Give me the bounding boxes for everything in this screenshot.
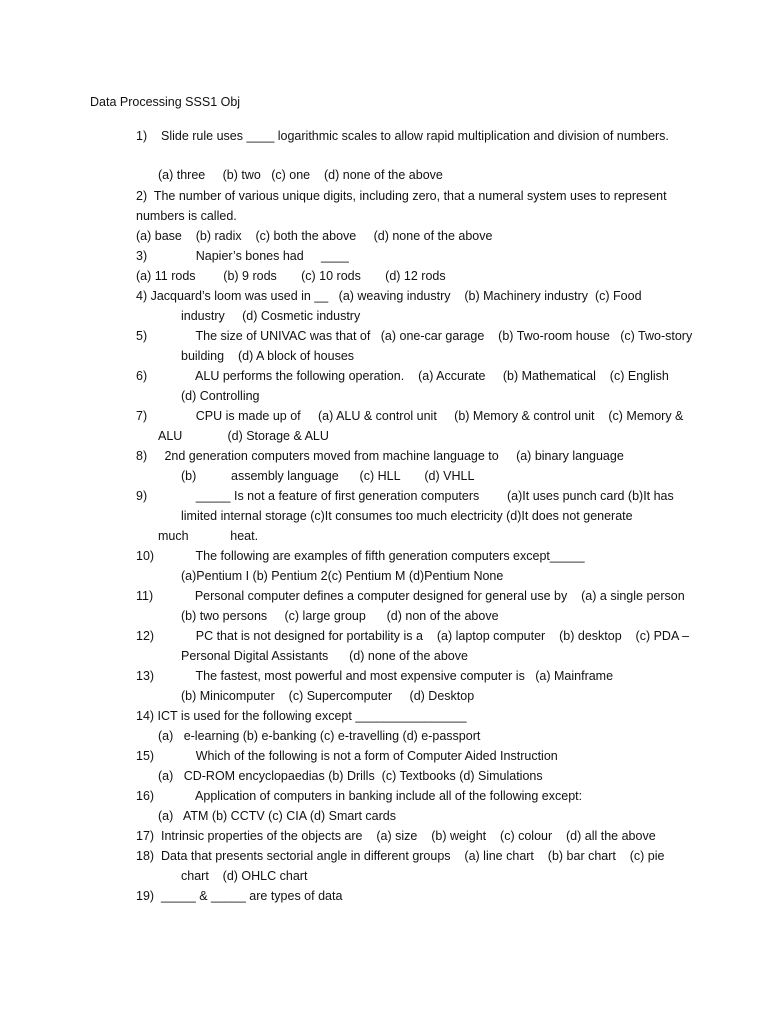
question-11: 11) Personal computer defines a computer designed for general use by (a) a single person: [136, 589, 685, 603]
question-15-options: (a) CD-ROM encyclopaedias (b) Drills (c) Textbooks (d) Simulations: [158, 769, 543, 783]
question-2-continued: numbers is called.: [136, 209, 237, 223]
question-10: 10) The following are examples of fifth generation computers except_____: [136, 549, 585, 563]
question-9-continued: limited internal storage (c)It consumes too much electricity (d)It does not generate: [181, 509, 633, 523]
question-10-options: (a)Pentium I (b) Pentium 2(c) Pentium M (d)Pentium None: [181, 569, 504, 583]
question-12: 12) PC that is not designed for portability is a (a) laptop computer (b) desktop (c) PDA –: [136, 629, 690, 643]
question-8: 8) 2nd generation computers moved from machine language to (a) binary language: [136, 449, 624, 463]
question-11-continued: (b) two persons (c) large group (d) non of the above: [181, 609, 499, 623]
question-4-continued: industry (d) Cosmetic industry: [181, 309, 361, 323]
question-3: 3) Napier’s bones had ____: [136, 249, 349, 263]
question-17: 17) Intrinsic properties of the objects are (a) size (b) weight (c) colour (d) all the above: [136, 829, 656, 843]
question-5: 5) The size of UNIVAC was that of (a) one-car garage (b) Two-room house (c) Two-story: [136, 329, 693, 343]
question-18-continued: chart (d) OHLC chart: [181, 869, 308, 883]
question-2: 2) The number of various unique digits, including zero, that a numeral system uses to represent: [136, 189, 667, 203]
question-18: 18) Data that presents sectorial angle in different groups (a) line chart (b) bar chart (c) pie: [136, 849, 665, 863]
question-12-continued: Personal Digital Assistants (d) none of the above: [181, 649, 468, 663]
question-1: 1) Slide rule uses ____ logarithmic scales to allow rapid multiplication and division of numbers.: [136, 129, 669, 143]
question-6-continued: (d) Controlling: [181, 389, 260, 403]
document-title: Data Processing SSS1 Obj: [90, 95, 241, 109]
question-9: 9) _____ Is not a feature of first generation computers (a)It uses punch card (b)It has: [136, 489, 674, 503]
question-7-continued: ALU (d) Storage & ALU: [158, 429, 329, 443]
question-19: 19) _____ & _____ are types of data: [136, 889, 343, 903]
question-8-continued: (b) assembly language (c) HLL (d) VHLL: [181, 469, 475, 483]
question-14-options: (a) e-learning (b) e-banking (c) e-travelling (d) e-passport: [158, 729, 481, 743]
question-9-continued-2: much heat.: [158, 529, 259, 543]
question-1-options: (a) three (b) two (c) one (d) none of the above: [158, 168, 443, 182]
question-13: 13) The fastest, most powerful and most expensive computer is (a) Mainframe: [136, 669, 614, 683]
question-3-options: (a) 11 rods (b) 9 rods (c) 10 rods (d) 12 rods: [136, 269, 446, 283]
question-4: 4) Jacquard’s loom was used in __ (a) weaving industry (b) Machinery industry (c) Food: [136, 289, 642, 303]
question-15: 15) Which of the following is not a form of Computer Aided Instruction: [136, 749, 558, 763]
question-13-continued: (b) Minicomputer (c) Supercomputer (d) Desktop: [181, 689, 475, 703]
question-16: 16) Application of computers in banking include all of the following except:: [136, 789, 583, 803]
question-6: 6) ALU performs the following operation. (a) Accurate (b) Mathematical (c) English: [136, 369, 669, 383]
question-2-options: (a) base (b) radix (c) both the above (d) none of the above: [136, 229, 493, 243]
question-5-continued: building (d) A block of houses: [181, 349, 355, 363]
question-7: 7) CPU is made up of (a) ALU & control unit (b) Memory & control unit (c) Memory &: [136, 409, 684, 423]
question-14: 14) ICT is used for the following except ________________: [136, 709, 467, 723]
question-16-options: (a) ATM (b) CCTV (c) CIA (d) Smart cards: [158, 809, 396, 823]
